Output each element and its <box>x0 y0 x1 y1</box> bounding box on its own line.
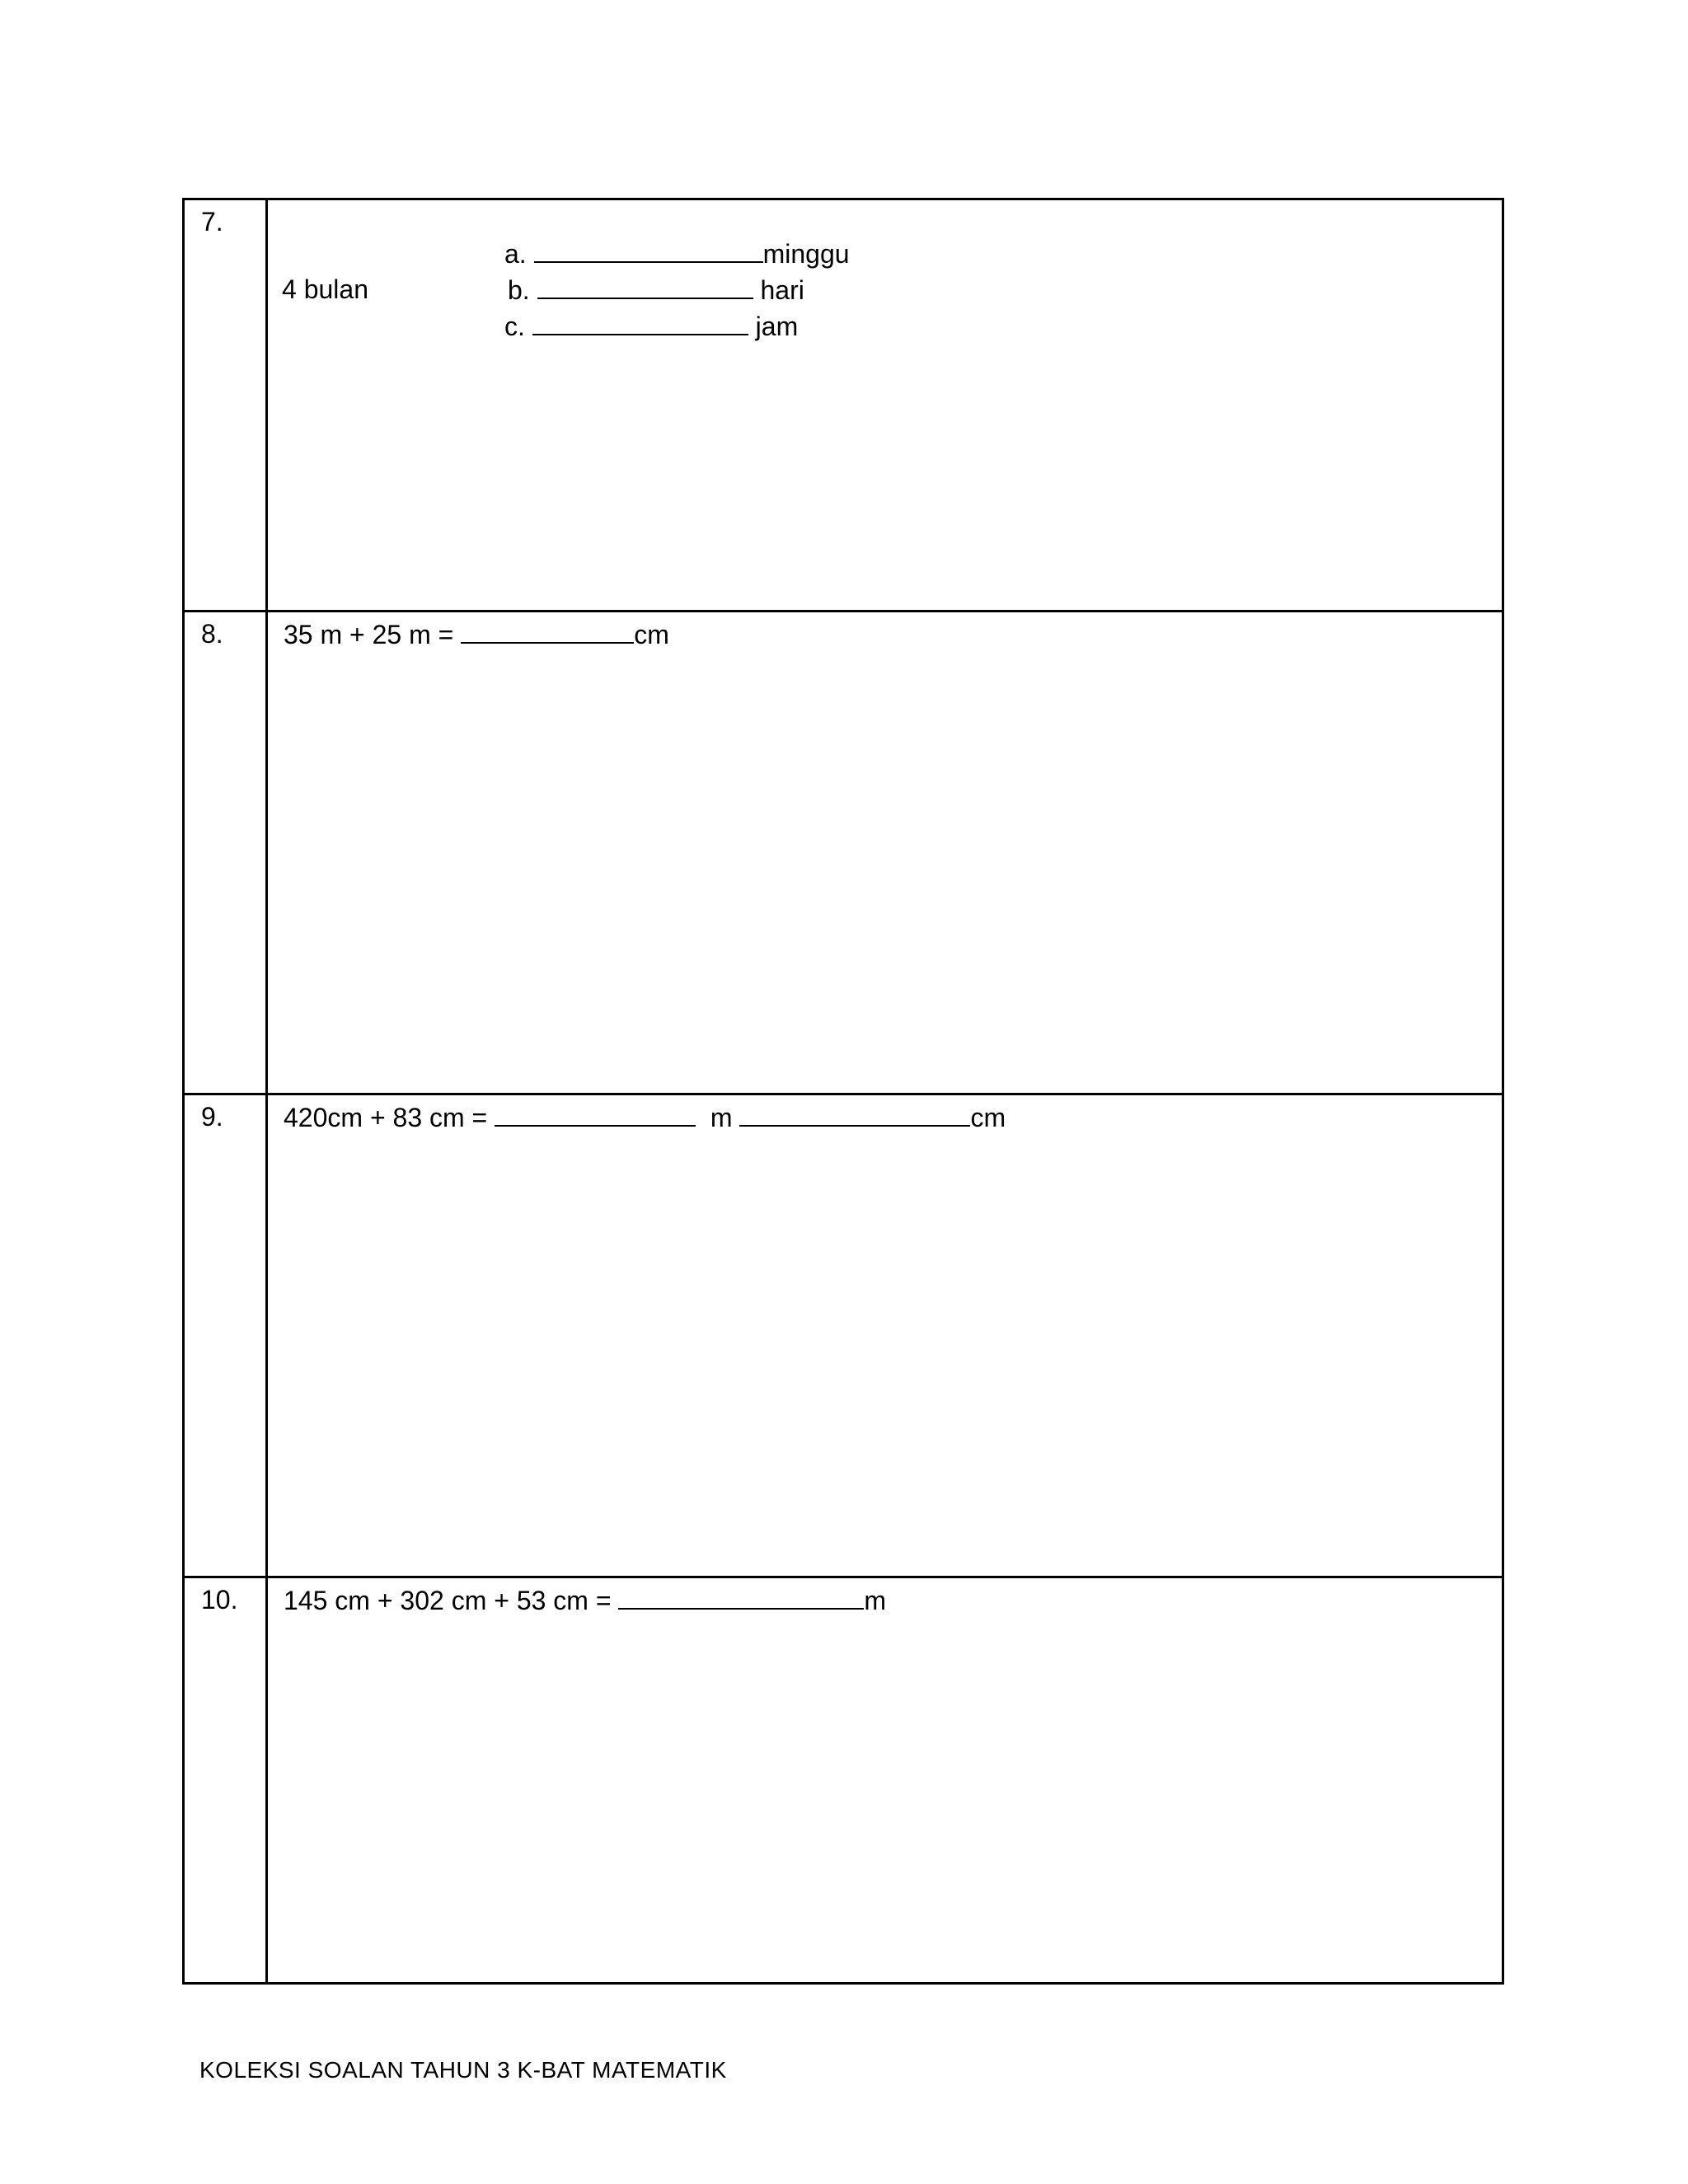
column-divider <box>265 200 268 610</box>
question-number: 8. <box>201 619 223 649</box>
answer-blank[interactable] <box>537 274 753 299</box>
answer-blank-cm[interactable] <box>739 1102 970 1127</box>
question-row-8 <box>185 610 1502 1093</box>
answer-blank[interactable] <box>532 311 748 335</box>
expression: 420cm + 83 cm = <box>284 1103 488 1132</box>
unit-m: m <box>710 1103 733 1132</box>
question-number: 7. <box>201 207 223 237</box>
option-a <box>504 238 850 269</box>
answer-blank[interactable] <box>618 1585 864 1610</box>
option-unit: hari <box>760 275 804 305</box>
question-table <box>182 198 1504 1985</box>
column-divider <box>265 612 268 1093</box>
question-row-10 <box>185 1576 1502 1985</box>
question-number: 9. <box>201 1102 223 1132</box>
option-letter: c. <box>504 312 525 341</box>
option-unit: jam <box>755 312 799 341</box>
column-divider <box>265 1578 268 1985</box>
unit: cm <box>634 620 669 649</box>
question-text <box>284 1585 886 1616</box>
column-divider <box>265 1095 268 1576</box>
answer-blank-m[interactable] <box>495 1102 696 1127</box>
question-text <box>284 1102 1006 1133</box>
question-text <box>284 619 669 650</box>
answer-blank[interactable] <box>534 238 763 263</box>
unit: m <box>864 1586 887 1615</box>
expression: 145 cm + 302 cm + 53 cm = <box>284 1586 612 1615</box>
option-c <box>504 311 798 342</box>
question-number: 10. <box>201 1585 238 1615</box>
answer-blank[interactable] <box>461 619 634 644</box>
option-letter: b. <box>508 275 530 305</box>
question-row-9 <box>185 1093 1502 1576</box>
option-unit: minggu <box>762 239 850 269</box>
question-row-7 <box>185 200 1502 610</box>
expression: 35 m + 25 m = <box>284 620 454 649</box>
option-letter: a. <box>504 239 527 269</box>
unit-cm: cm <box>970 1103 1006 1132</box>
question-label: 4 bulan <box>282 274 368 304</box>
page-footer: KOLEKSI SOALAN TAHUN 3 K-BAT MATEMATIK <box>199 2057 727 2083</box>
option-b <box>508 274 804 306</box>
